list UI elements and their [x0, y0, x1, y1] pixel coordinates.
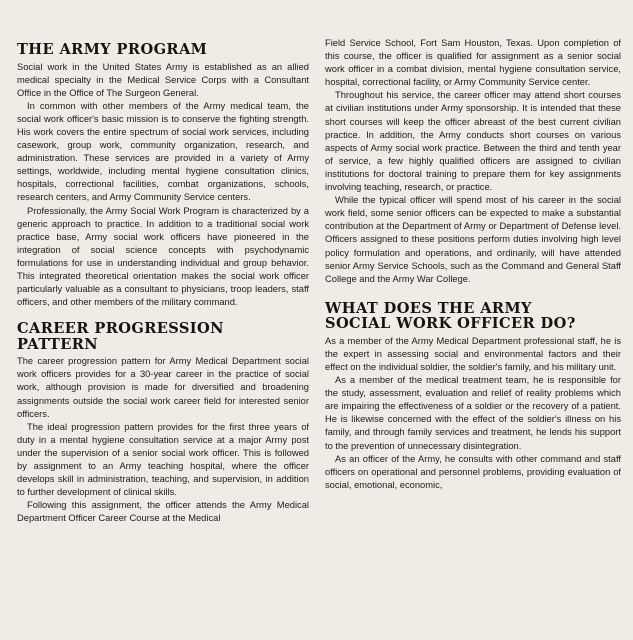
- heading-army-program: THE ARMY PROGRAM: [17, 41, 208, 58]
- heading-line: PATTERN: [17, 335, 99, 353]
- heading-line: WHAT DOES THE ARMY: [325, 299, 532, 317]
- heading-line: SOCIAL WORK OFFICER DO?: [325, 315, 576, 333]
- paragraph: The career progression pattern for Army Medical Department social work officers provides for a 30-year career in the practice of social work, although provision is made for diversified and broadening assignments outside the social work career field for interested senior officers.: [17, 356, 309, 419]
- paragraph: Professionally, the Army Social Work Program is characterized by a generic approach to practice. In addition to a traditional social work practice base, Army social work officers have pioneered in the integration of social science concepts with psychodynamic formulations for use in understanding individual and group behavior. This integrated theoretical orientation makes the social work officer particularly valuable as a consultant to physicians, troop leaders, staff officers, and other members of the military command.: [17, 205, 309, 308]
- paragraph: Throughout his service, the career officer may attend short courses at civilian institutions under Army sponsorship. It is intended that these short courses will keep the officer abreast of the best current civilian practice. In addition, the Army conducts short courses on various aspects of Army social work practice. Between the third and tenth year of service, a few highly qualified officers are assigned to civilian institutions for doctoral training to prepare them for key assignments involving teaching, research, or practice.: [325, 90, 621, 193]
- left-column: [17, 42, 309, 526]
- heading-line: CAREER PROGRESSION: [17, 320, 224, 338]
- paragraph: While the typical officer will spend most of his career in the social work field, some senior officers can be expected to make a substantial contribution at the Department of Army or Department of Defense level. Officers assigned to these positions perform duties involving high level policy formulation and operations, and ordinarily, will have attended senior Army Service Schools, such as the Command and General Staff College and the Army War College.: [325, 195, 621, 284]
- paragraph: As a member of the Army Medical Department professional staff, he is the expert in assessing social and environmental factors and their effect on the individual soldier, the soldier's family, and his military unit.: [325, 335, 621, 372]
- paragraph: As an officer of the Army, he consults with other command and staff officers on operational and personnel problems, providing evaluation of social, emotional, economic,: [325, 453, 621, 490]
- paragraph: Following this assignment, the officer attends the Army Medical Department Officer Career Course at the Medical: [17, 500, 309, 524]
- heading-career-progression: [17, 321, 309, 352]
- paragraph: As a member of the medical treatment team, he is responsible for the study, assessment, evaluation and relief of reality problems which are impairing the effectiveness of a soldier or the recovery of a patient. He is likewise concerned with the effect of the soldier's illness on his family, and through family services and treatment, he lends his support to the prevention of unnecessary disintegration.: [325, 375, 621, 451]
- paragraph: In common with other members of the Army medical team, the social work officer's basic mission is to conserve the fighting strength. His work covers the entire spectrum of social work services, including casework, group work, community organization, research, and administration. These services are provided in a variety of Army settings, worldwide, including mental hygiene consultation clinics, hospitals, correctional facilities, combat organizations, schools, research centers, and Army Community Service centers.: [17, 100, 309, 203]
- paragraph: Field Service School, Fort Sam Houston, Texas. Upon completion of this course, the officer is qualified for assignment as a senior social work officer in a combat division, mental hygiene consultation service, hospital, correctional facility, or Army Community Service center.: [325, 38, 621, 88]
- right-column: [325, 37, 621, 492]
- heading-what-does-officer-do: [325, 301, 621, 332]
- paragraph: Social work in the United States Army is established as an allied medical specialty in the Medical Service Corps with a Consultant Office in the Office of The Surgeon General.: [17, 61, 309, 98]
- paragraph: The ideal progression pattern provides for the first three years of duty in a mental hygiene consultation service at a major Army post under the supervision of a senior social work officer. This is followed by assignment to an Army teaching hospital, where the officer develops skill in administration, teaching, and supervision, in addition to further development of clinical skills.: [17, 421, 309, 498]
